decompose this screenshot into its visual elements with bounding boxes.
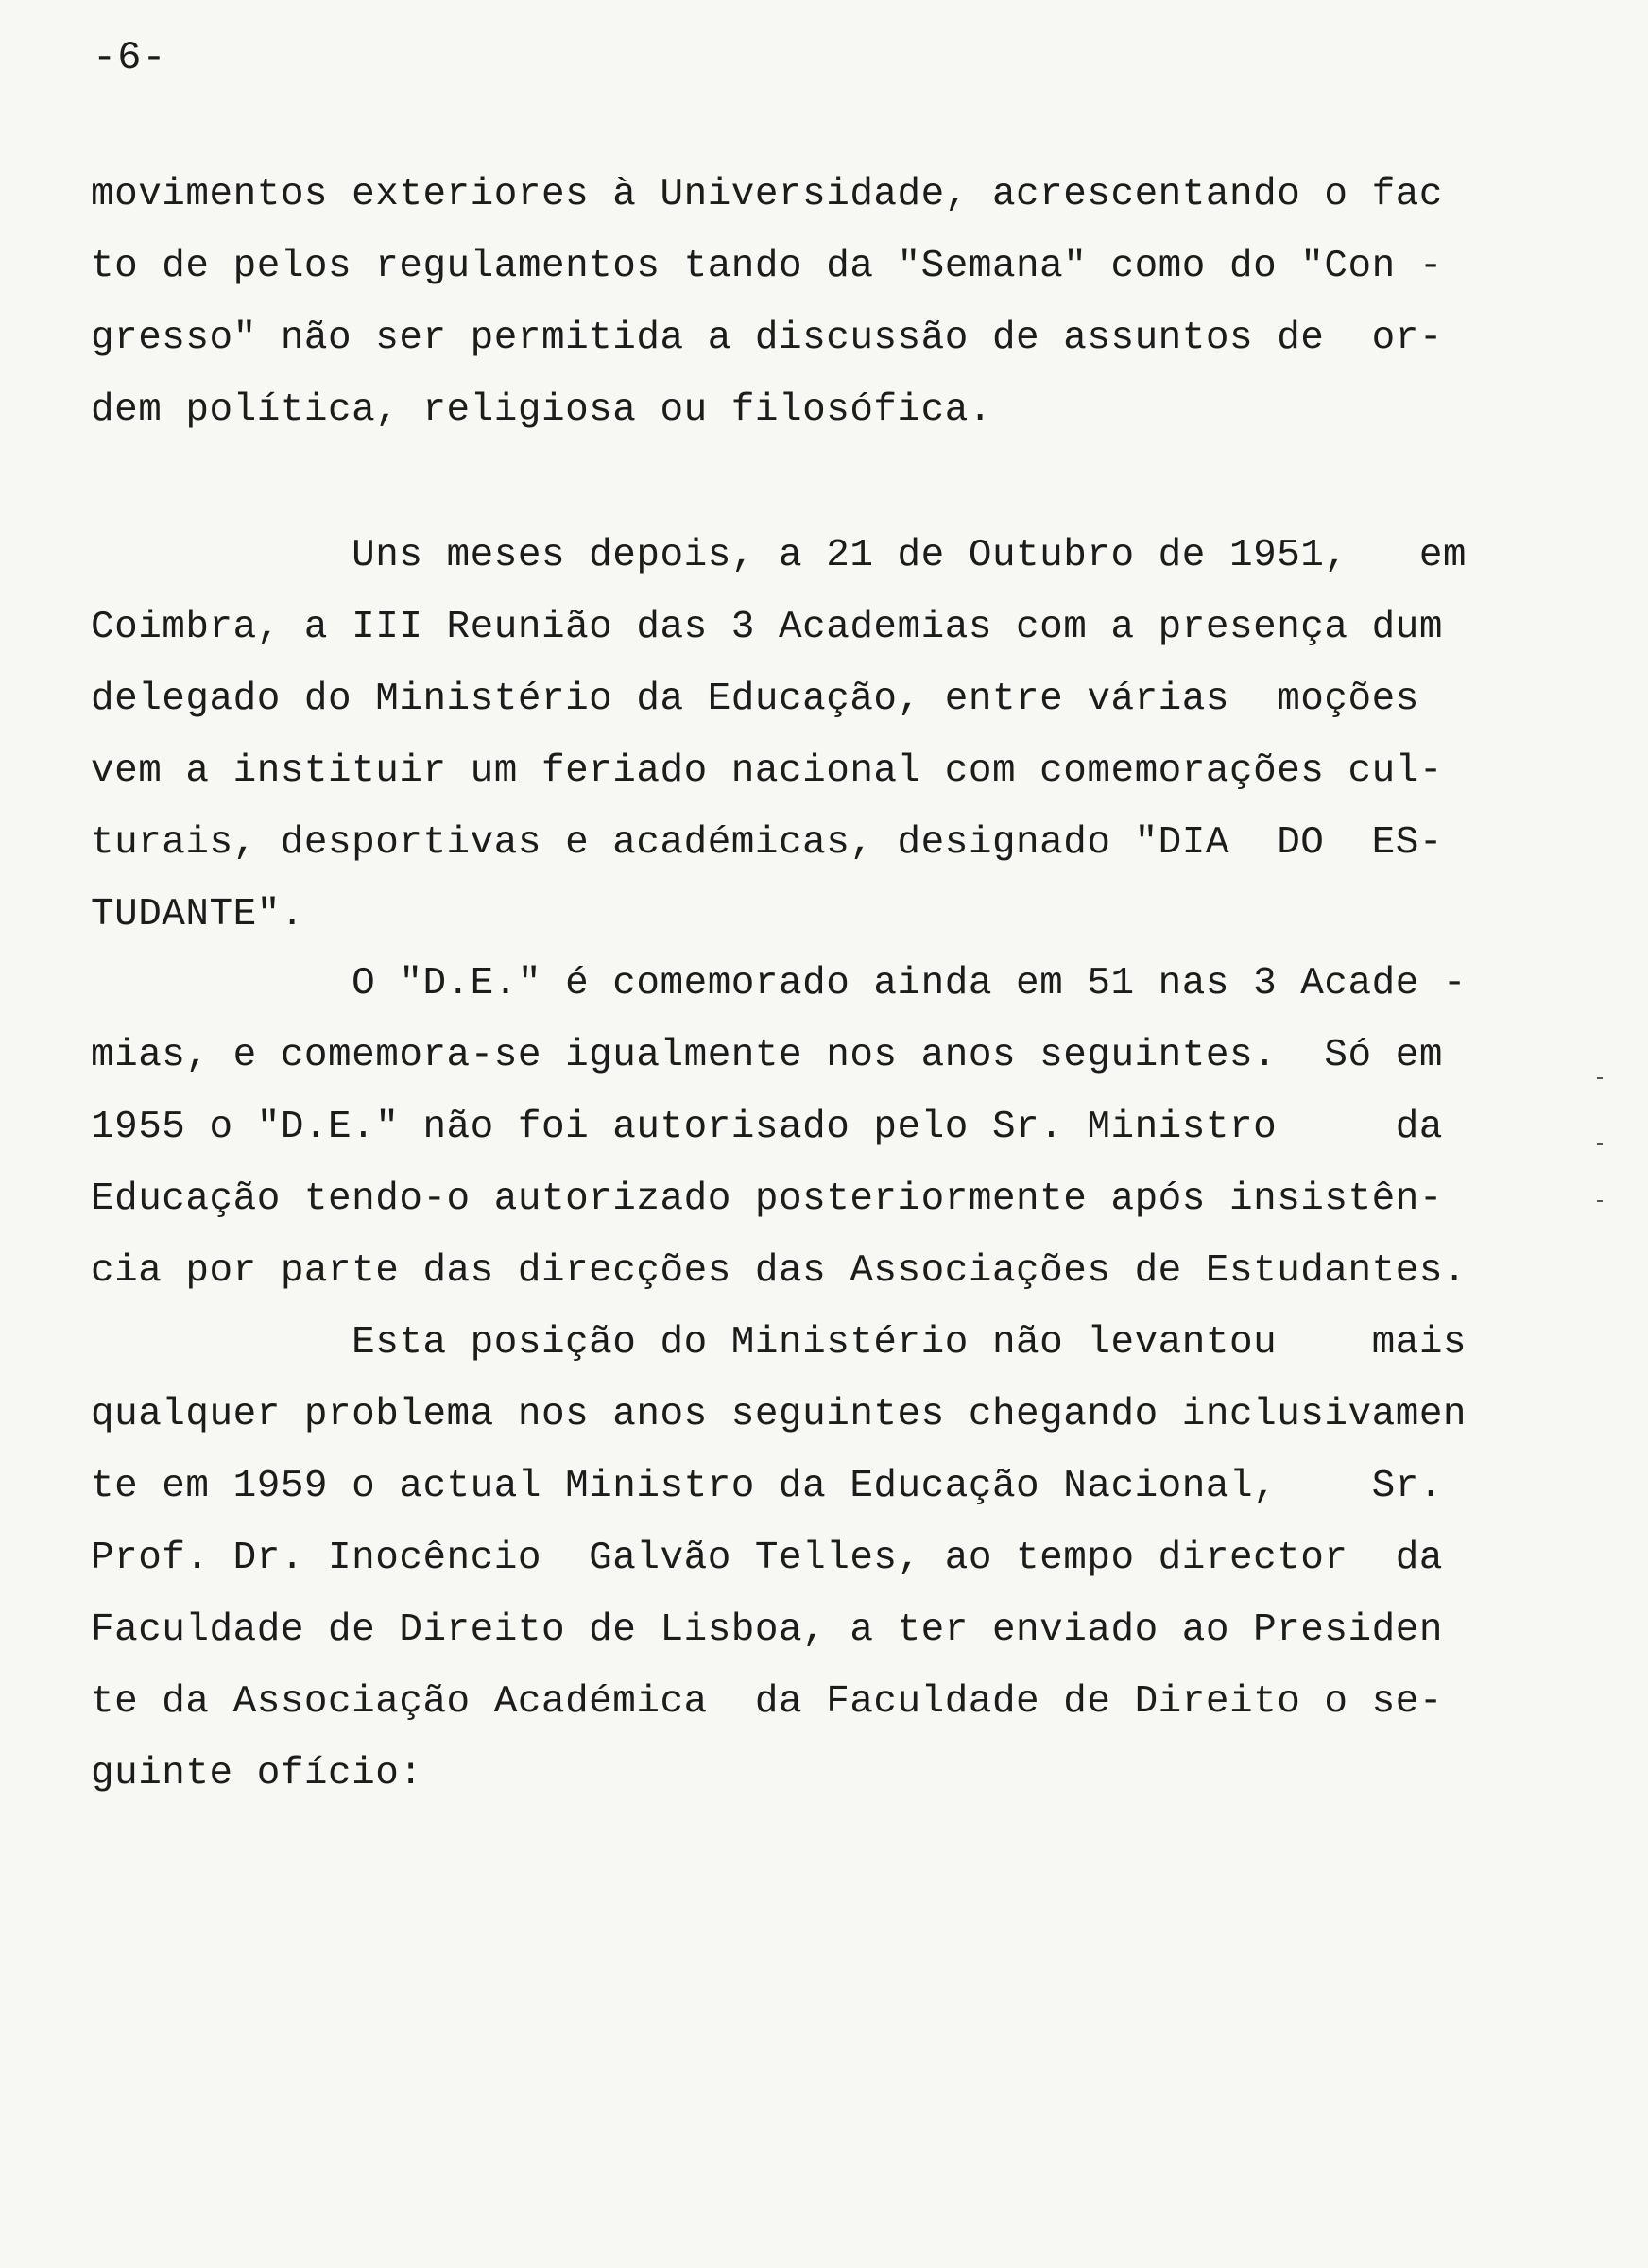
margin-mark — [1597, 1077, 1603, 1079]
text-line: cia por parte das direcções das Associações de Estudantes. — [91, 1249, 1468, 1293]
paragraph-2 — [91, 520, 1470, 951]
text-line: 1955 o "D.E." não foi autorisado pelo Sr. Ministro da — [91, 1106, 1443, 1149]
paragraph-1 — [91, 159, 1470, 446]
text-line: vem a instituir um feriado nacional com comemorações cul- — [91, 749, 1443, 793]
paragraph-4 — [91, 1307, 1470, 1810]
text-line: O "D.E." é comemorado ainda em 51 nas 3 Acade - — [91, 962, 1468, 1005]
text-line: gresso" não ser permitida a discussão de assuntos de or- — [91, 317, 1443, 360]
text-line: mias, e comemora-se igualmente nos anos seguintes. Só em — [91, 1034, 1443, 1077]
text-line: guinte ofício: — [91, 1752, 423, 1796]
text-line: movimentos exteriores à Universidade, acrescentando o fac — [91, 173, 1443, 216]
page-number: -6- — [93, 35, 167, 80]
text-line: Esta posição do Ministério não levantou mais — [91, 1321, 1468, 1365]
paragraph-3 — [91, 948, 1470, 1307]
text-line: Prof. Dr. Inocêncio Galvão Telles, ao tempo director da — [91, 1537, 1443, 1580]
text-line: dem política, religiosa ou filosófica. — [91, 388, 992, 432]
text-line: Faculdade de Direito de Lisboa, a ter enviado ao Presiden — [91, 1608, 1443, 1652]
text-line: te da Associação Académica da Faculdade de Direito o se- — [91, 1680, 1443, 1724]
text-line: delegado do Ministério da Educação, entre várias moções — [91, 678, 1419, 721]
margin-mark — [1597, 1200, 1603, 1202]
text-line: TUDANTE". — [91, 893, 304, 936]
text-line: turais, desportivas e académicas, designado "DIA DO ES- — [91, 821, 1443, 865]
text-line: to de pelos regulamentos tando da "Semana" como do "Con - — [91, 245, 1443, 288]
text-line: Coimbra, a III Reunião das 3 Academias com a presença dum — [91, 606, 1443, 649]
text-line: qualquer problema nos anos seguintes chegando inclusivamen — [91, 1393, 1468, 1436]
text-line: Educação tendo-o autorizado posteriormente após insistên- — [91, 1177, 1443, 1221]
text-line: te em 1959 o actual Ministro da Educação Nacional, Sr. — [91, 1465, 1443, 1508]
text-line: Uns meses depois, a 21 de Outubro de 1951, em — [91, 534, 1468, 577]
margin-mark — [1597, 1143, 1603, 1145]
